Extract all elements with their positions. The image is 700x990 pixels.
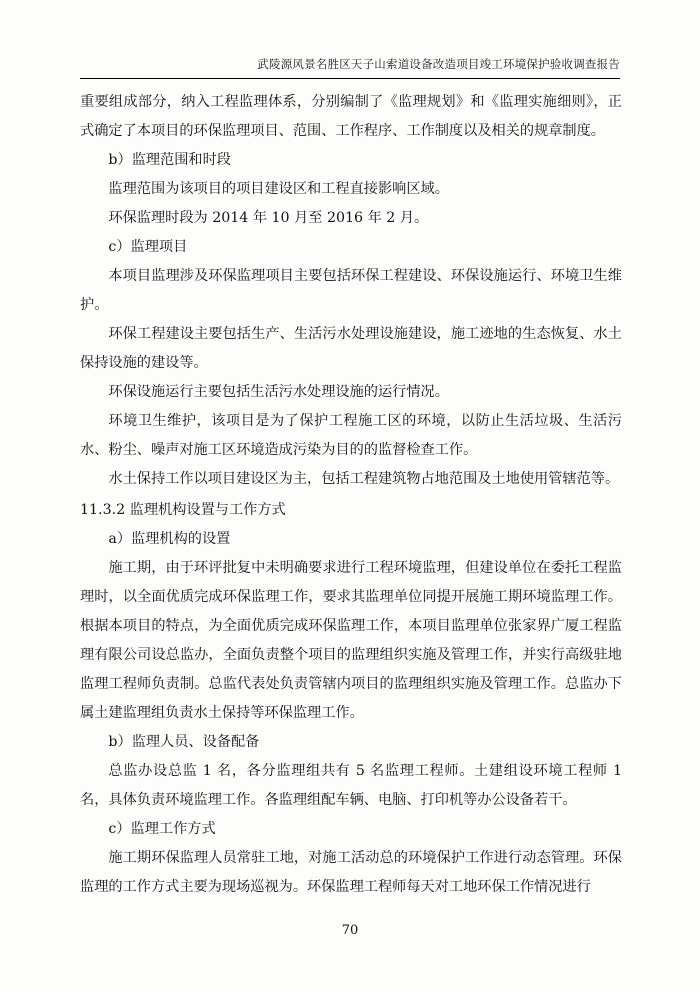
paragraph: 总监办设总监 1 名，各分监理组共有 5 名监理工程师。土建组设环境工程师 1 名，具体负责环境监理工作。各监理组配车辆、电脑、打印机等办公设备若干。 <box>80 763 622 808</box>
paragraph: 重要组成部分，纳入工程监理体系，分别编制了《监理规划》和《监理实施细则》，正式确定了本项目的环保监理项目、范围、工作程序、工作制度以及相关的规章制度。 <box>80 94 622 139</box>
paragraph: 施工期环保监理人员常驻工地，对施工活动总的环境保护工作进行动态管理。环保监理的工作方式主要为现场巡视为。环保监理工程师每天对工地环保工作情况进行 <box>80 850 622 895</box>
paragraph: 监理范围为该项目的项目建设区和工程直接影响区域。 <box>108 181 449 197</box>
paragraph: 环保设施运行主要包括生活污水处理设施的运行情况。 <box>108 384 449 400</box>
page-number: 70 <box>341 923 359 938</box>
paragraph: 本项目监理涉及环保监理项目主要包括环保工程建设、环保设施运行、环境卫生维护。 <box>80 268 622 313</box>
paragraph: c）监理项目 <box>108 239 188 255</box>
paragraph: 环境卫生维护，该项目是为了保护工程施工区的环境，以防止生活垃圾、生活污水、粉尘、噪声对施工区环境造成污染为目的的监督检查工作。 <box>80 413 622 458</box>
paragraph: b）监理范围和时段 <box>108 152 231 168</box>
paragraph: 施工期，由于环评批复中未明确要求进行工程环境监理，但建设单位在委托工程监理时，以全面优质完成环保监理工作，要求其监理单位同提开展施工期环境监理工作。根据本项目的特点，为全面优质完成环保监理工作，本项目监理单位张家界广厦工程监理有限公司设总监办，全面负责整个项目的监理组织实施及管理工作，并实行高级驻地监理工程师负责制。总监代表处负责管辖内项目的监理组织实施及管理工作。总监办下属土建监理组负责水土保持等环保监理工作。 <box>80 560 622 721</box>
paragraph: 环保工程建设主要包括生产、生活污水处理设施建设，施工迹地的生态恢复、水土保持设施的建设等。 <box>80 326 622 371</box>
document-body <box>80 88 622 902</box>
section-heading: 11.3.2 监理机构设置与工作方式 <box>80 502 286 518</box>
paragraph: b）监理人员、设备配备 <box>108 734 260 750</box>
header-divider <box>80 78 620 79</box>
paragraph: 环保监理时段为 2014 年 10 月至 2016 年 2 月。 <box>108 210 429 226</box>
paragraph: c）监理工作方式 <box>108 821 216 837</box>
paragraph: a）监理机构的设置 <box>108 531 231 547</box>
paragraph: 水土保持工作以项目建设区为主，包括工程建筑物占地范围及土地使用管辖范等。 <box>108 471 620 487</box>
page-header: 武陵源风景名胜区天子山索道设备改造项目竣工环境保护验收调查报告 <box>257 57 620 71</box>
